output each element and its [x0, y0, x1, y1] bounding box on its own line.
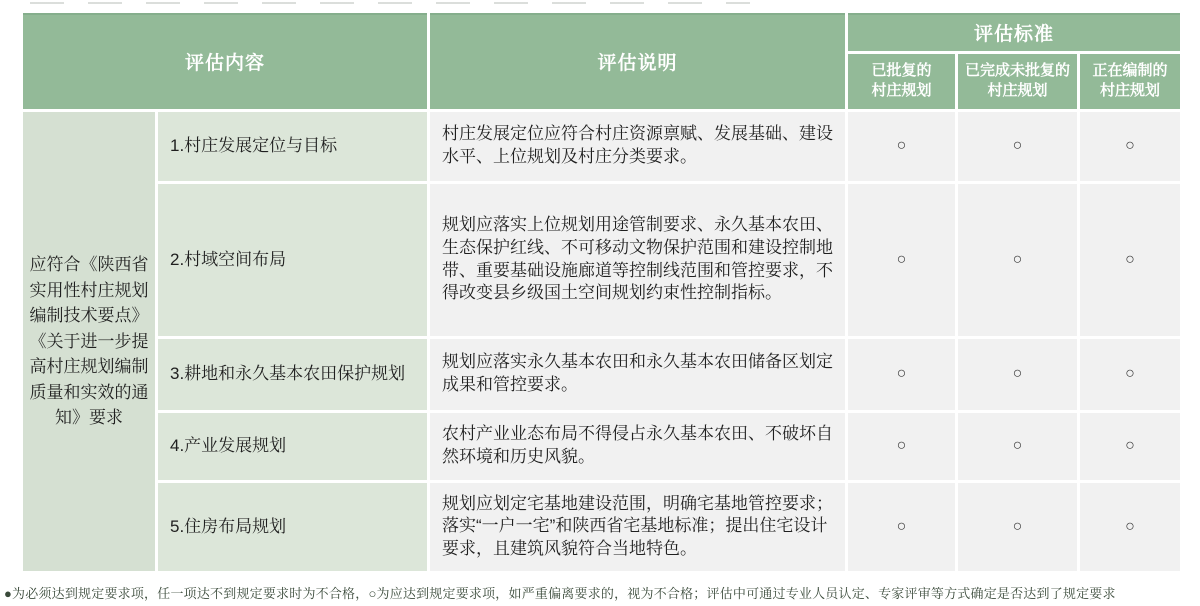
requirement-group-cell: 应符合《陕西省实用性村庄规划编制技术要点》《关于进一步提高村庄规划编制质量和实效的通知》要求 — [22, 110, 157, 573]
table-row — [22, 411, 1182, 481]
item-cell: 4.产业发展规划 — [157, 411, 429, 481]
header-completed-line1: 已完成未批复的 — [965, 61, 1071, 79]
mark-circle-cell: ○ — [847, 182, 957, 337]
mark-circle-cell: ○ — [957, 182, 1079, 337]
header-preparing-line1: 正在编制的 — [1092, 61, 1168, 79]
item-cell: 5.住房布局规划 — [157, 481, 429, 573]
item-cell: 1.村庄发展定位与目标 — [157, 110, 429, 182]
description-cell: 村庄发展定位应符合村庄资源禀赋、发展基础、建设水平、上位规划及村庄分类要求。 — [429, 110, 847, 182]
mark-circle-cell: ○ — [847, 110, 957, 182]
table-row — [22, 182, 1182, 337]
cropped-text-remnant — [30, 0, 750, 13]
mark-circle-cell: ○ — [957, 337, 1079, 411]
description-cell: 农村产业业态布局不得侵占永久基本农田、不破坏自然环境和历史风貌。 — [429, 411, 847, 481]
header-approved-line2: 村庄规划 — [871, 82, 932, 99]
mark-circle-cell: ○ — [847, 411, 957, 481]
header-preparing-line2: 村庄规划 — [1100, 82, 1161, 99]
header-cell-approved — [847, 52, 957, 110]
header-approved-line1: 已批复的 — [871, 61, 932, 79]
mark-circle-cell: ○ — [847, 481, 957, 573]
mark-circle-cell: ○ — [1079, 411, 1182, 481]
table-body — [22, 110, 1182, 573]
description-cell: 规划应划定宅基地建设范围，明确宅基地管控要求；落实“一户一宅”和陕西省宅基地标准；提出住宅设计要求，且建筑风貌符合当地特色。 — [429, 481, 847, 573]
mark-circle-cell: ○ — [957, 411, 1079, 481]
description-cell: 规划应落实永久基本农田和永久基本农田储备区划定成果和管控要求。 — [429, 337, 847, 411]
description-cell: 规划应落实上位规划用途管制要求、永久基本农田、生态保护红线、不可移动文物保护范围和建设控制地带、重要基础设施廊道等控制线范围和管控要求，不得改变县乡级国土空间规划约束性控制指标。 — [429, 182, 847, 337]
item-cell: 2.村域空间布局 — [157, 182, 429, 337]
mark-circle-cell: ○ — [1079, 481, 1182, 573]
table-row — [22, 337, 1182, 411]
header-cell-content: 评估内容 — [22, 14, 429, 110]
header-cell-in-preparation — [1079, 52, 1182, 110]
mark-circle-cell: ○ — [957, 110, 1079, 182]
mark-circle-cell: ○ — [1079, 182, 1182, 337]
mark-circle-cell: ○ — [1079, 110, 1182, 182]
header-cell-description: 评估说明 — [429, 14, 847, 110]
header-completed-line2: 村庄规划 — [987, 82, 1048, 99]
table-header — [22, 14, 1182, 110]
footnote: ●为必须达到规定要求项，任一项达不到规定要求时为不合格，○为应达到规定要求项，如严重偏离要求的，视为不合格；评估中可通过专业人员认定、专家评审等方式确定是否达到了规定要求 — [4, 586, 1116, 602]
table-row — [22, 110, 1182, 182]
item-cell: 3.耕地和永久基本农田保护规划 — [157, 337, 429, 411]
header-cell-standard: 评估标准 — [847, 14, 1182, 52]
header-cell-completed-unapproved — [957, 52, 1079, 110]
mark-circle-cell: ○ — [1079, 337, 1182, 411]
mark-circle-cell: ○ — [957, 481, 1079, 573]
evaluation-table — [20, 13, 1183, 574]
mark-circle-cell: ○ — [847, 337, 957, 411]
table-row — [22, 481, 1182, 573]
